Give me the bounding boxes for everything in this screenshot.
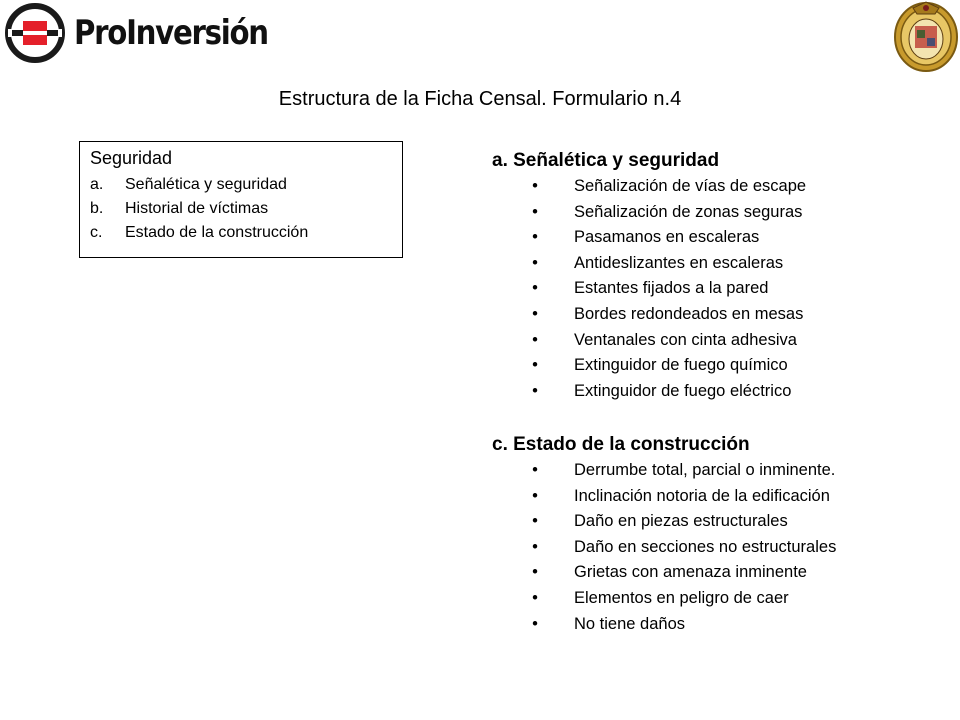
bullet-icon: • xyxy=(532,202,538,221)
proinversion-logo-icon xyxy=(4,2,66,64)
section-estado-construccion xyxy=(492,432,836,637)
list-item xyxy=(492,225,806,251)
bullet-icon: • xyxy=(532,356,538,375)
list-item-label: Señalización de zonas seguras xyxy=(574,202,803,221)
index-item-marker: a. xyxy=(90,176,104,193)
list-item-label: Bordes redondeados en mesas xyxy=(574,304,804,323)
bullet-icon: • xyxy=(532,279,538,298)
section-senaletica xyxy=(492,148,806,404)
index-item-marker: c. xyxy=(90,224,103,241)
proinversion-logo xyxy=(4,2,299,64)
slide-title: Estructura de la Ficha Censal. Formulario n.4 xyxy=(278,88,682,110)
list-item-label: No tiene daños xyxy=(574,614,685,633)
bullet-icon: • xyxy=(532,461,538,479)
list-item xyxy=(492,458,836,484)
university-seal xyxy=(893,0,959,77)
list-item-label: Extinguidor de fuego químico xyxy=(574,356,788,375)
bullet-icon: • xyxy=(532,381,538,400)
list-item xyxy=(492,509,836,535)
list-item xyxy=(492,200,806,226)
logo-text: ProInversión xyxy=(74,13,268,53)
bullet-icon: • xyxy=(532,253,538,272)
list-item xyxy=(492,251,806,277)
bullet-icon: • xyxy=(532,177,538,195)
list-item-label: Antideslizantes en escaleras xyxy=(574,253,784,272)
bullet-icon: • xyxy=(532,304,538,323)
section-index-box xyxy=(79,141,403,258)
index-item xyxy=(90,197,392,221)
index-item-label: Historial de víctimas xyxy=(125,200,269,217)
section-heading: c. Estado de la construcción xyxy=(492,434,750,455)
list-item xyxy=(492,328,806,354)
list-item xyxy=(492,484,836,510)
list-item xyxy=(492,560,836,586)
list-item-label: Extinguidor de fuego eléctrico xyxy=(574,381,792,400)
list-item xyxy=(492,379,806,405)
section-heading: a. Señalética y seguridad xyxy=(492,150,720,171)
index-item-label: Estado de la construcción xyxy=(125,224,309,241)
index-heading: Seguridad xyxy=(90,148,173,168)
list-item xyxy=(492,353,806,379)
index-item xyxy=(90,221,392,245)
list-item xyxy=(492,535,836,561)
list-item-label: Daño en secciones no estructurales xyxy=(574,537,837,556)
list-item xyxy=(492,276,806,302)
bullet-icon: • xyxy=(532,614,538,633)
bullet-icon: • xyxy=(532,486,538,505)
bullet-icon: • xyxy=(532,588,538,607)
list-item-label: Pasamanos en escaleras xyxy=(574,228,760,247)
index-item-marker: b. xyxy=(90,200,104,217)
bullet-icon: • xyxy=(532,512,538,531)
list-item-label: Elementos en peligro de caer xyxy=(574,588,789,607)
list-item-label: Ventanales con cinta adhesiva xyxy=(574,330,797,349)
index-item-label: Señalética y seguridad xyxy=(125,176,287,193)
bullet-icon: • xyxy=(532,330,538,349)
list-item-label: Estantes fijados a la pared xyxy=(574,279,769,298)
list-item xyxy=(492,612,836,638)
list-item-label: Grietas con amenaza inminente xyxy=(574,563,807,582)
bullet-icon: • xyxy=(532,563,538,582)
list-item-label: Inclinación notoria de la edificación xyxy=(574,486,830,505)
index-item xyxy=(90,173,392,197)
list-item xyxy=(492,586,836,612)
bullet-icon: • xyxy=(532,537,538,556)
list-item-label: Daño en piezas estructurales xyxy=(574,512,788,531)
list-item xyxy=(492,302,806,328)
list-item xyxy=(492,174,806,200)
bullet-icon: • xyxy=(532,228,538,247)
list-item-label: Señalización de vías de escape xyxy=(574,177,807,195)
list-item-label: Derrumbe total, parcial o inminente. xyxy=(574,461,836,479)
university-seal-icon xyxy=(893,0,959,72)
